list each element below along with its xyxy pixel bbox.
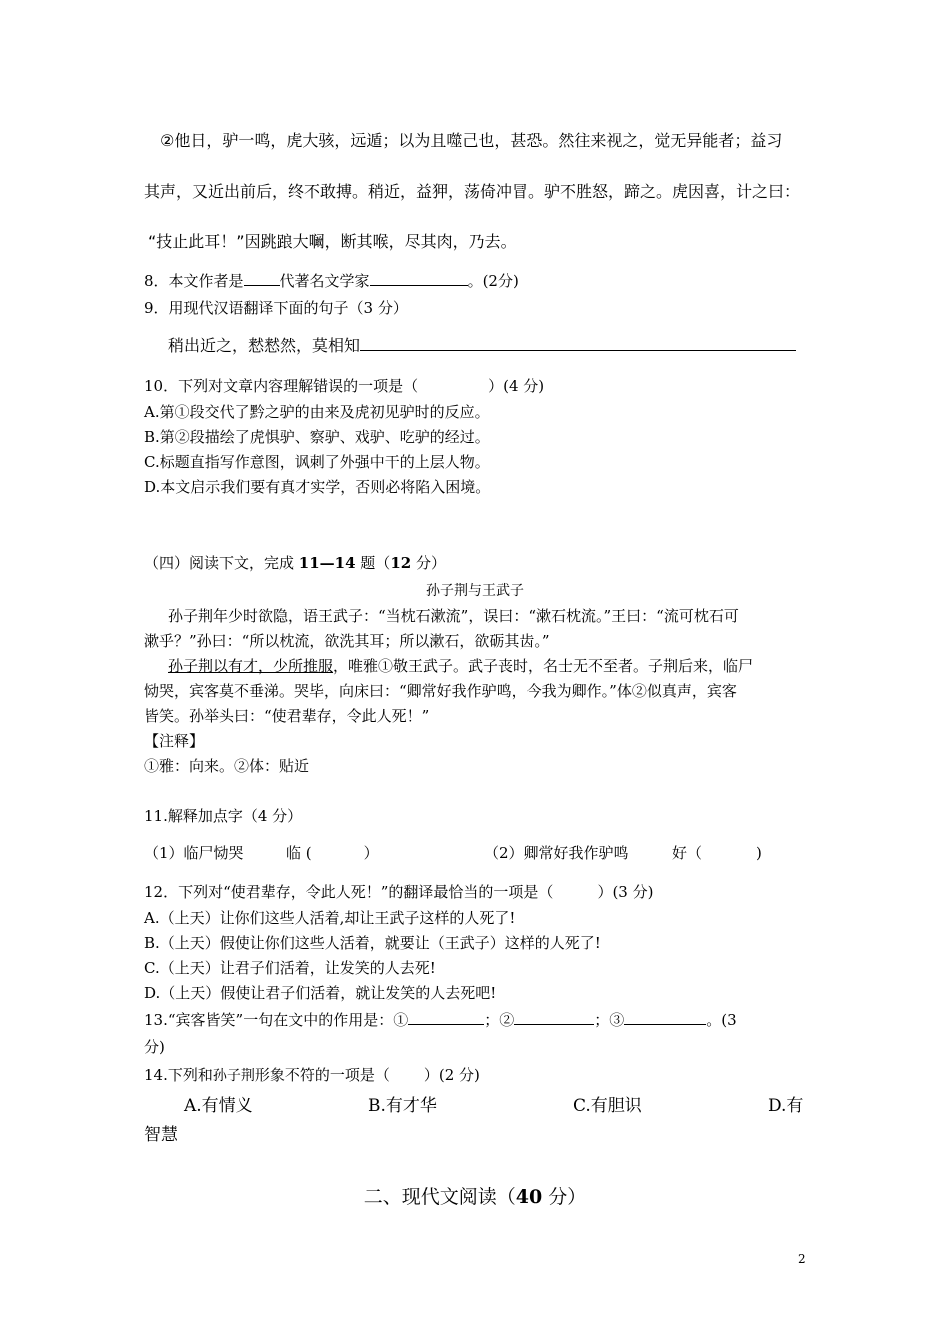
question-14-option-a: A.有情义 (184, 1096, 253, 1116)
question-14-option-d-wrap: 智慧 (144, 1125, 178, 1145)
answer-blank[interactable] (370, 271, 468, 286)
question-10-option-d: D.本文启示我们要有真才实学，否则必将陷入困境。 (144, 478, 491, 496)
answer-blank[interactable] (360, 334, 796, 351)
question-11-item-1: （1）临尸恸哭 (144, 844, 244, 862)
question-10-option-a: A.第①段交代了黔之驴的由来及虎初见驴时的反应。 (144, 403, 490, 421)
passage-title: 孙子荆与王武子 (426, 583, 524, 599)
question-13-wrap: 分) (144, 1038, 165, 1056)
question-10-option-c: C.标题直指写作意图，讽刺了外强中干的上层人物。 (144, 453, 490, 471)
question-14-option-b: B.有才华 (368, 1096, 437, 1116)
answer-blank[interactable] (408, 1010, 484, 1025)
question-13: 13.“宾客皆笑”一句在文中的作用是：① ；② ；③ 。(3 (144, 1011, 737, 1029)
section-4-para-1-line-1: 孙子荆年少时欲隐，语王武子：“当枕石漱流”，误曰：“漱石枕流。”王曰：“流可枕石可 (168, 607, 739, 625)
question-9-label: 9．用现代汉语翻译下面的句子（3 分） (144, 299, 408, 317)
answer-blank[interactable] (244, 271, 280, 286)
question-11-item-1-char: 临 ( ） (286, 844, 379, 862)
question-12-option-c: C.（上天）让君子们活着，让发笑的人去死! (144, 959, 436, 977)
question-12-option-b: B.（上天）假使让你们这些人活着，就要让（王武子）这样的人死了! (144, 934, 601, 952)
question-14-option-c: C.有胆识 (573, 1096, 642, 1116)
question-11-label: 11.解释加点字（4 分） (144, 807, 303, 825)
section-4-para-2-line-1: 孙子荆以有才，少所推服，唯雅①敬王武子。武子丧时，名士无不至者。子荆后来，临尸 (168, 657, 754, 675)
question-10-label: 10．下列对文章内容理解错误的一项是（ ）(4 分) (144, 377, 545, 395)
passage-line-1: ②他日，驴一鸣，虎大骇，远遁；以为且噬己也，甚恐。然往来视之，觉无异能者；益习 (160, 131, 783, 150)
question-8: 8．本文作者是 代著名文学家 。(2分) (144, 272, 519, 290)
question-14-label: 14.下列和孙子荆形象不符的一项是（ ）(2 分) (144, 1066, 480, 1084)
answer-blank[interactable] (514, 1010, 594, 1025)
section-4-para-2-line-2: 恸哭，宾客莫不垂涕。哭毕，向床曰：“卿常好我作驴鸣，今我为卿作。”体②似真声，宾客 (144, 682, 737, 700)
section-4-para-2-line-3: 皆笑。孙举头曰：“使君辈存，令此人死！” (144, 707, 430, 725)
question-9-sentence: 稍出近之，慭慭然，莫相知 (168, 333, 796, 356)
question-12-label: 12．下列对“使君辈存，令此人死！”的翻译最恰当的一项是（ ）(3 分) (144, 883, 654, 901)
question-14-option-d: D.有 (768, 1096, 804, 1116)
passage-line-2: 其声，又近出前后，终不敢搏。稍近，益狎，荡倚冲冒。驴不胜怒，蹄之。虎因喜，计之曰： (144, 182, 801, 201)
question-12-option-d: D.（上天）假使让君子们活着，就让发笑的人去死吧! (144, 984, 497, 1002)
answer-blank[interactable] (624, 1010, 706, 1025)
question-12-option-a: A.（上天）让你们这些人活着,却让王武子这样的人死了! (144, 909, 516, 927)
page-number: 2 (798, 1252, 806, 1266)
question-10-option-b: B.第②段描绘了虎惧驴、察驴、戏驴、吃驴的经过。 (144, 428, 490, 446)
section-4-heading: （四）阅读下文，完成 11—14 题（12 分） (144, 554, 446, 572)
notes-body: ①雅：向来。②体：贴近 (144, 757, 310, 775)
section-2-heading: 二、现代文阅读（40 分） (363, 1186, 587, 1208)
passage-line-3: “技止此耳！”因跳踉大㘎，断其喉，尽其肉，乃去。 (148, 232, 517, 251)
question-11-item-2: （2）卿常好我作驴鸣 (484, 844, 629, 862)
notes-title: 【注释】 (144, 732, 205, 750)
section-4-para-1-line-2: 漱乎？”孙曰：“所以枕流，欲洗其耳；所以漱石，欲砺其齿。” (144, 632, 550, 650)
question-11-item-2-char: 好（ ) (672, 844, 762, 862)
